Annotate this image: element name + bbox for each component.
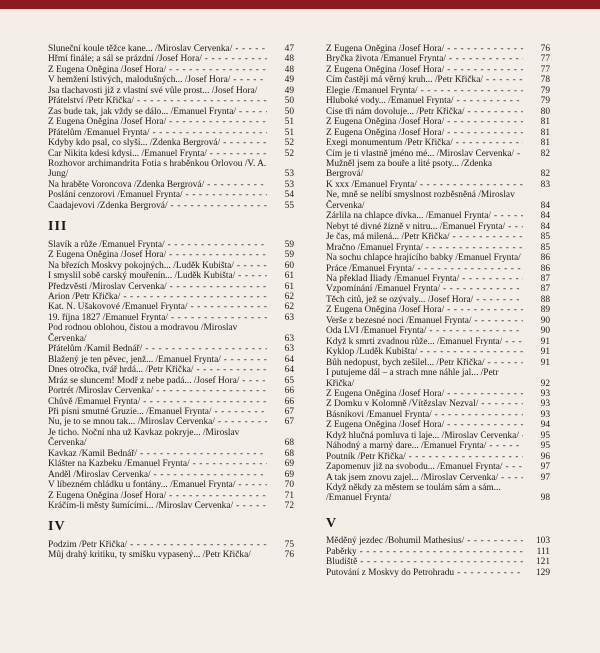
toc-entry-page: 90 — [540, 326, 550, 337]
toc-entry — [326, 368, 550, 389]
top-color-strip — [0, 0, 600, 9]
toc-entry-title: Rozhovor archimandrita Fotia s hraběnkou Orlovou /V. A. Jung/ — [48, 158, 267, 180]
toc-entry — [326, 190, 550, 211]
toc-entry-page: 82 — [540, 169, 550, 180]
toc-entry-title: Práce /Emanuel Frynta/ - - - — [326, 264, 523, 274]
toc-entry-title: Měděný jezdec /Bohumil Mathesius/ - - - — [326, 536, 523, 546]
toc-entry-title: Z Eugena Oněgina /Josef Hora/ - - - — [326, 65, 523, 75]
toc-entry-page: 68 — [284, 438, 294, 449]
toc-entry-title: Kyklop /Luděk Kubišta/ - - - — [326, 347, 523, 357]
toc-entry — [326, 441, 550, 451]
toc-entry-title: I smyslil sobě carský mouřenín... /Luděk Kubišta/ - - - — [48, 271, 267, 281]
toc-entry-title: Mračno /Emanuel Frynta/ - - - — [326, 243, 523, 253]
toc-entry-title: Dnes otročka, tvář hrdá... /Petr Křička/ - - - — [48, 365, 267, 375]
toc-entry-title: Car Nikita kdesi kdysi... /Emanuel Frynta/ - - - — [48, 149, 267, 159]
toc-group-v — [326, 536, 550, 578]
toc-entry — [326, 389, 550, 399]
toc-entry-page: 67 — [284, 406, 294, 417]
toc-entry — [48, 501, 294, 511]
toc-entry — [326, 316, 550, 326]
toc-entry-page: 63 — [284, 344, 294, 355]
toc-entry — [48, 428, 294, 449]
toc-entry-title: Sluneční koule těžce kane... /Miroslav Červenka/ - - - — [48, 44, 267, 54]
toc-entry-title: Můj drahý kritiku, ty smíšku vypasený... /Petr Křička/ — [48, 550, 251, 561]
toc-entry — [326, 211, 550, 221]
toc-entry — [326, 232, 550, 242]
toc-entry-page: 92 — [540, 378, 550, 389]
toc-entry-page: 129 — [535, 567, 550, 578]
toc-entry-title: Je čas, má milená... /Petr Křička/ - - - — [326, 232, 523, 242]
section-heading-v: V — [326, 515, 338, 531]
toc-entry-title: Při písni smutné Gruzie... /Emanuel Frynta/ - - - — [48, 407, 267, 417]
toc-entry-page: 98 — [540, 493, 550, 504]
toc-entry-title: Vzpomínání /Emanuel Frynta/ - - - — [326, 284, 523, 294]
toc-entry-title: Podzim /Petr Křička/ - - - — [48, 540, 267, 550]
toc-entry-title: Z Eugena Oněgina /Josef Hora/ - - - — [48, 117, 267, 127]
toc-entry — [48, 417, 294, 427]
toc-entry-page: 69 — [284, 459, 294, 470]
toc-entry-page: 68 — [284, 448, 294, 459]
toc-entry — [48, 459, 294, 469]
toc-entry — [48, 540, 294, 550]
toc-entry — [326, 107, 550, 117]
toc-entry-page: 87 — [540, 284, 550, 295]
toc-entry-title: Z Eugena Oněgina /Josef Hora/ - - - — [326, 44, 523, 54]
toc-entry — [48, 96, 294, 106]
toc-entry-title: Z Eugena Oněgina /Josef Hora/ - - - — [326, 389, 523, 399]
toc-entry-title: Z Eugena Oněgina /Josef Hora/ - - - — [48, 65, 267, 75]
toc-entry-title: Zapomenuv již na svobodu... /Emanuel Frynta/ - - - — [326, 462, 523, 472]
toc-entry-title: Je ticho. Noční nha už Kavkaz pokryje... /Miroslav Červenka/ — [48, 427, 240, 449]
toc-entry — [48, 292, 294, 302]
toc-entry-title: K xxx /Emanuel Frynta/ - - - — [326, 180, 523, 190]
toc-entry-page: 71 — [284, 490, 294, 501]
toc-entry-title: Nu, je to se mnou tak... /Miroslav Červenka/ - - - — [48, 417, 267, 427]
toc-right-column — [326, 44, 550, 578]
toc-entry-page: 91 — [540, 336, 550, 347]
toc-entry-page: 66 — [284, 396, 294, 407]
toc-entry-title: Čím častěji má věrný kruh... /Petr Křička/ - - - — [326, 75, 523, 85]
toc-entry — [326, 420, 550, 430]
toc-entry-page: 77 — [540, 64, 550, 75]
toc-entry-page: 64 — [284, 354, 294, 365]
toc-entry — [48, 86, 294, 96]
toc-entry-title: I putujeme dál – a strach mne náhle jal... /Petr Křička/ — [326, 368, 499, 389]
toc-entry-page: 72 — [284, 501, 294, 512]
toc-entry — [326, 358, 550, 368]
toc-entry-title: Bůh nedopust, bych zešílel... /Petr Křička/ - - - — [326, 358, 523, 368]
toc-entry-page: 66 — [284, 386, 294, 397]
toc-entry-page: 79 — [540, 96, 550, 107]
toc-entry — [48, 323, 294, 344]
toc-left-column — [48, 44, 294, 561]
toc-entry-title: A tak jsem znovu zajel... /Miroslav Červenka/ - - - — [326, 473, 523, 483]
toc-entry-title: Klášter na Kazbeku /Emanuel Frynta/ - - - — [48, 459, 267, 469]
toc-entry-title: Z Eugena Oněgina /Josef Hora/ - - - — [326, 117, 523, 127]
toc-entry-page: 52 — [284, 148, 294, 159]
toc-group-1 — [48, 44, 294, 211]
toc-entry — [48, 282, 294, 292]
toc-entry-title: Mráz se sluncem! Modř z nebe padá... /Josef Hora/ - - - — [48, 376, 267, 386]
toc-entry-page: 97 — [540, 462, 550, 473]
toc-entry-title: Básníkovi /Emanuel Frynta/ - - - — [326, 410, 523, 420]
toc-entry-title: Portrét /Miroslav Červenka/ - - - — [48, 386, 267, 396]
toc-entry-page: 86 — [540, 253, 550, 264]
toc-entry — [326, 44, 550, 54]
toc-entry — [326, 65, 550, 75]
toc-entry — [48, 54, 294, 64]
toc-entry-title: V hemžení lstivých, malodušných... /Josef Hora/ - - - — [48, 75, 267, 85]
toc-entry-title: Z Eugena Oněgina /Josef Hora/ - - - — [48, 250, 267, 260]
toc-entry-page: 121 — [535, 557, 550, 568]
toc-entry — [48, 355, 294, 365]
toc-entry-title: Poslání cenzorovi /Emanuel Frynta/ - - - — [48, 190, 267, 200]
section-heading-iii: III — [48, 219, 68, 235]
toc-entry-page: 78 — [540, 75, 550, 86]
toc-entry-page: 51 — [284, 127, 294, 138]
toc-entry-title: Čise tři nám dovoluje... /Petr Křička/ - - - — [326, 107, 523, 117]
toc-entry-page: 70 — [284, 480, 294, 491]
toc-entry-page: 63 — [284, 312, 294, 323]
toc-entry-page: 64 — [284, 365, 294, 376]
toc-entry — [48, 407, 294, 417]
toc-entry-page: 52 — [284, 138, 294, 149]
toc-entry — [326, 337, 550, 347]
toc-entry-title: Pod rodnou oblohou, čistou a modravou /Miroslav Červenka/ — [48, 323, 238, 344]
toc-entry-title: Z Eugena Oněgina /Josef Hora/ - - - — [326, 128, 523, 138]
toc-entry-title: V líbezném chládku u fontány... /Emanuel Frynta/ - - - — [48, 480, 267, 490]
toc-entry-page: 79 — [540, 85, 550, 96]
toc-entry — [48, 302, 294, 312]
toc-entry — [326, 180, 550, 190]
toc-entry — [48, 240, 294, 250]
toc-group-iv-continued — [326, 44, 550, 504]
toc-entry-page: 85 — [540, 242, 550, 253]
toc-entry-title: Ne, mně se nelíbí smyslnost rozběsněná /Miroslav Červenka/ — [326, 190, 515, 211]
toc-entry-page: 81 — [540, 127, 550, 138]
toc-entry — [326, 305, 550, 315]
toc-entry-title: Kat. N. Ušakovové /Emanuel Frynta/ - - - — [48, 302, 267, 312]
toc-entry-page: 48 — [284, 54, 294, 65]
toc-entry-page: 49 — [284, 75, 294, 86]
toc-entry-page: 47 — [284, 44, 294, 54]
section-heading-iv: IV — [48, 519, 66, 535]
toc-entry — [326, 117, 550, 127]
toc-entry-page: 81 — [540, 117, 550, 128]
toc-entry — [48, 261, 294, 271]
toc-entry — [326, 536, 550, 546]
toc-entry-page: 88 — [540, 294, 550, 305]
toc-entry-page: 61 — [284, 271, 294, 282]
toc-entry — [48, 159, 294, 180]
toc-entry-page: 80 — [540, 106, 550, 117]
toc-entry-page: 89 — [540, 305, 550, 316]
toc-entry — [326, 410, 550, 420]
toc-group-iv — [48, 540, 294, 561]
toc-entry-title: Hluboké vody... /Emanuel Frynta/ - - - — [326, 96, 523, 106]
toc-entry-title: Na hraběte Voroncova /Zdenka Bergrová/ - - - — [48, 180, 267, 190]
toc-entry-page: 84 — [540, 211, 550, 222]
toc-entry — [48, 470, 294, 480]
toc-entry-title: Bludiště - - - — [326, 557, 523, 567]
toc-entry-title: Přátelům /Emanuel Frynta/ - - - — [48, 128, 267, 138]
toc-entry — [326, 96, 550, 106]
toc-entry-title: Anděl /Miroslav Červenka/ - - - — [48, 470, 267, 480]
toc-entry-title: Bryčka života /Emanuel Frynta/ - - - — [326, 54, 523, 64]
toc-entry-page: 60 — [284, 260, 294, 271]
toc-entry-page: 59 — [284, 239, 294, 250]
toc-entry-title: Jsa tlachavosti již z vlastní své vůle prost... /Josef Hora/ — [48, 85, 258, 96]
toc-entry — [326, 557, 550, 567]
toc-entry — [48, 117, 294, 127]
toc-entry — [48, 376, 294, 386]
toc-entry — [326, 86, 550, 96]
toc-entry-title: Když hlučná pomluva ti laje... /Miroslav Červenka/ - - - — [326, 431, 523, 441]
toc-entry — [326, 452, 550, 462]
toc-entry-page: 69 — [284, 469, 294, 480]
toc-entry-page: 51 — [284, 117, 294, 128]
toc-entry-page: 103 — [535, 536, 550, 547]
toc-entry-title: Óda LVI /Emanuel Frynta/ - - - — [326, 326, 523, 336]
toc-entry-title: Elegie /Emanuel Frynta/ - - - — [326, 86, 523, 96]
toc-entry-title: Když někdy za městem se toulám sám a sám... /Emanuel Frynta/ — [326, 483, 501, 504]
toc-entry — [48, 65, 294, 75]
toc-entry — [48, 397, 294, 407]
toc-entry-title: Putování z Moskvy do Petrohradu - - - — [326, 568, 523, 578]
toc-entry-page: 50 — [284, 96, 294, 107]
toc-entry — [326, 431, 550, 441]
toc-entry-page: 55 — [284, 200, 294, 211]
toc-entry — [326, 399, 550, 409]
toc-entry — [48, 550, 294, 560]
toc-entry-title: Chůvě /Emanuel Frynta/ - - - — [48, 397, 267, 407]
toc-entry-page: 63 — [284, 333, 294, 344]
toc-entry — [326, 222, 550, 232]
toc-entry — [48, 386, 294, 396]
toc-entry-title: Exegi monumentum /Petr Křička/ - - - — [326, 138, 523, 148]
toc-entry-page: 84 — [540, 200, 550, 211]
toc-entry — [48, 107, 294, 117]
toc-entry-title: Přátelům /Kamil Bednář/ - - - — [48, 344, 267, 354]
toc-entry — [48, 138, 294, 148]
toc-entry-page: 111 — [536, 546, 550, 557]
toc-entry — [48, 491, 294, 501]
toc-entry-title: Náhodný a marný dare... /Emanuel Frynta/ - - - — [326, 441, 523, 451]
toc-entry-title: Mužněl jsem za bouře a lité psoty... /Zdenka Bergrová/ — [326, 158, 493, 180]
toc-entry — [326, 473, 550, 483]
toc-entry-page: 54 — [284, 190, 294, 201]
toc-entry-title: Čaadajevovi /Zdenka Bergrová/ - - - — [48, 201, 267, 211]
toc-entry — [48, 75, 294, 85]
toc-entry-page: 83 — [540, 179, 550, 190]
toc-entry-page: 93 — [540, 388, 550, 399]
toc-entry-title: Hřmí finále; a sál se prázdní /Josef Hora/ - - - — [48, 54, 267, 64]
toc-entry — [326, 54, 550, 64]
toc-entry-page: 96 — [540, 451, 550, 462]
toc-entry-page: 82 — [540, 148, 550, 159]
toc-entry-page: 81 — [540, 138, 550, 149]
toc-entry — [48, 344, 294, 354]
toc-entry-title: Čím je ti vlastně jméno mé... /Miroslav Červenka/ - - - — [326, 149, 523, 159]
toc-entry-page: 84 — [540, 221, 550, 232]
toc-entry — [326, 483, 550, 504]
toc-entry-page: 59 — [284, 250, 294, 261]
toc-entry-page: 65 — [284, 375, 294, 386]
toc-entry-page: 86 — [540, 263, 550, 274]
toc-entry — [48, 313, 294, 323]
toc-entry-page: 76 — [284, 550, 294, 561]
toc-entry-page: 53 — [284, 179, 294, 190]
toc-entry — [48, 250, 294, 260]
toc-entry-page: 77 — [540, 54, 550, 65]
toc-entry-title: Z Eugena Oněgina /Josef Hora/ - - - — [326, 305, 523, 315]
toc-entry-title: Verše z bezesné noci /Emanuel Frynta/ - - - — [326, 316, 523, 326]
toc-entry-page: 93 — [540, 399, 550, 410]
toc-entry-title: Na březích Moskvy pokojných... /Luděk Kubišta/ - - - — [48, 261, 267, 271]
toc-entry-page: 91 — [540, 347, 550, 358]
toc-entry-title: Poutník /Petr Křička/ - - - — [326, 452, 523, 462]
toc-entry — [326, 138, 550, 148]
toc-entry-title: Nebyt té divné žízně v nitru... /Emanuel Frynta/ - - - — [326, 222, 523, 232]
toc-entry-page: 95 — [540, 441, 550, 452]
toc-entry — [326, 462, 550, 472]
toc-entry-page: 95 — [540, 430, 550, 441]
toc-entry-page: 94 — [540, 420, 550, 431]
toc-entry-page: 76 — [540, 44, 550, 54]
toc-entry — [326, 326, 550, 336]
toc-entry — [326, 547, 550, 557]
toc-entry-title: Na sochu chlapce hrajícího babky /Emanuel Frynta/ - - - — [326, 253, 523, 263]
toc-entry-page: 50 — [284, 106, 294, 117]
toc-entry — [48, 180, 294, 190]
toc-entry-title: Slavík a růže /Emanuel Frynta/ - - - — [48, 240, 267, 250]
toc-entry-title: Přátelství /Petr Křička/ - - - — [48, 96, 267, 106]
toc-entry-title: Arion /Petr Křička/ - - - — [48, 292, 267, 302]
toc-entry-title: Kráčím-li městy šumícími... /Miroslav Červenka/ - - - — [48, 501, 267, 511]
toc-entry-title: Žárlila na chlapce dívka... /Emanuel Frynta/ - - - — [326, 211, 523, 221]
toc-entry — [326, 128, 550, 138]
toc-entry-title: Předzvěsti /Miroslav Červenka/ - - - — [48, 282, 267, 292]
toc-entry-page: 62 — [284, 291, 294, 302]
toc-entry — [326, 295, 550, 305]
toc-entry-page: 53 — [284, 169, 294, 180]
toc-entry — [326, 274, 550, 284]
toc-entry-page: 67 — [284, 417, 294, 428]
toc-entry-title: Těch citů, jež se ozývaly... /Josef Hora/ - - - — [326, 295, 523, 305]
toc-entry-page: 85 — [540, 232, 550, 243]
toc-entry — [326, 159, 550, 180]
toc-entry — [48, 44, 294, 54]
toc-entry-page: 62 — [284, 302, 294, 313]
toc-entry-title: Z Domku v Kolomně /Vítězslav Nezval/ - - - — [326, 399, 523, 409]
toc-entry-page: 90 — [540, 315, 550, 326]
toc-entry — [326, 568, 550, 578]
toc-entry-page: 49 — [284, 85, 294, 96]
toc-entry — [48, 365, 294, 375]
toc-entry-page: 91 — [540, 357, 550, 368]
toc-entry — [326, 253, 550, 263]
toc-entry-title: Na překlad Iliady /Emanuel Frynta/ - - - — [326, 274, 523, 284]
toc-entry-page: 75 — [284, 539, 294, 550]
toc-entry-title: Kavkaz /Kamil Bednář/ - - - — [48, 449, 267, 459]
toc-entry-title: Zas bude tak, jak vždy se dálo... /Emanuel Frynta/ - - - — [48, 107, 267, 117]
toc-entry — [326, 75, 550, 85]
toc-entry — [48, 449, 294, 459]
toc-entry-page: 61 — [284, 281, 294, 292]
toc-entry — [326, 149, 550, 159]
toc-group-iii — [48, 240, 294, 512]
toc-entry-page: 93 — [540, 409, 550, 420]
toc-entry-title: 19. října 1827 /Emanuel Frynta/ - - - — [48, 313, 267, 323]
toc-entry — [326, 284, 550, 294]
toc-entry-title: Z Eugena Oněgina /Josef Hora/ - - - — [326, 420, 523, 430]
toc-entry-title: Když k smrti zvadnou růže... /Emanuel Frynta/ - - - — [326, 337, 523, 347]
toc-entry-title: Kdyby kdo psal, co slyší... /Zdenka Bergrová/ - - - — [48, 138, 267, 148]
toc-entry — [48, 149, 294, 159]
toc-entry — [48, 271, 294, 281]
toc-entry — [48, 480, 294, 490]
toc-entry-page: 97 — [540, 472, 550, 483]
toc-entry — [326, 264, 550, 274]
toc-entry — [326, 243, 550, 253]
toc-entry — [326, 347, 550, 357]
toc-entry — [48, 190, 294, 200]
toc-entry-page: 48 — [284, 64, 294, 75]
toc-entry-title: Blažený je ten pěvec, jenž... /Emanuel Frynta/ - - - — [48, 355, 267, 365]
toc-entry-page: 87 — [540, 273, 550, 284]
toc-entry-title: Paběrky - - - — [326, 547, 523, 557]
toc-entry — [48, 201, 294, 211]
toc-entry-title: Z Eugena Oněgina /Josef Hora/ - - - — [48, 491, 267, 501]
toc-entry — [48, 128, 294, 138]
